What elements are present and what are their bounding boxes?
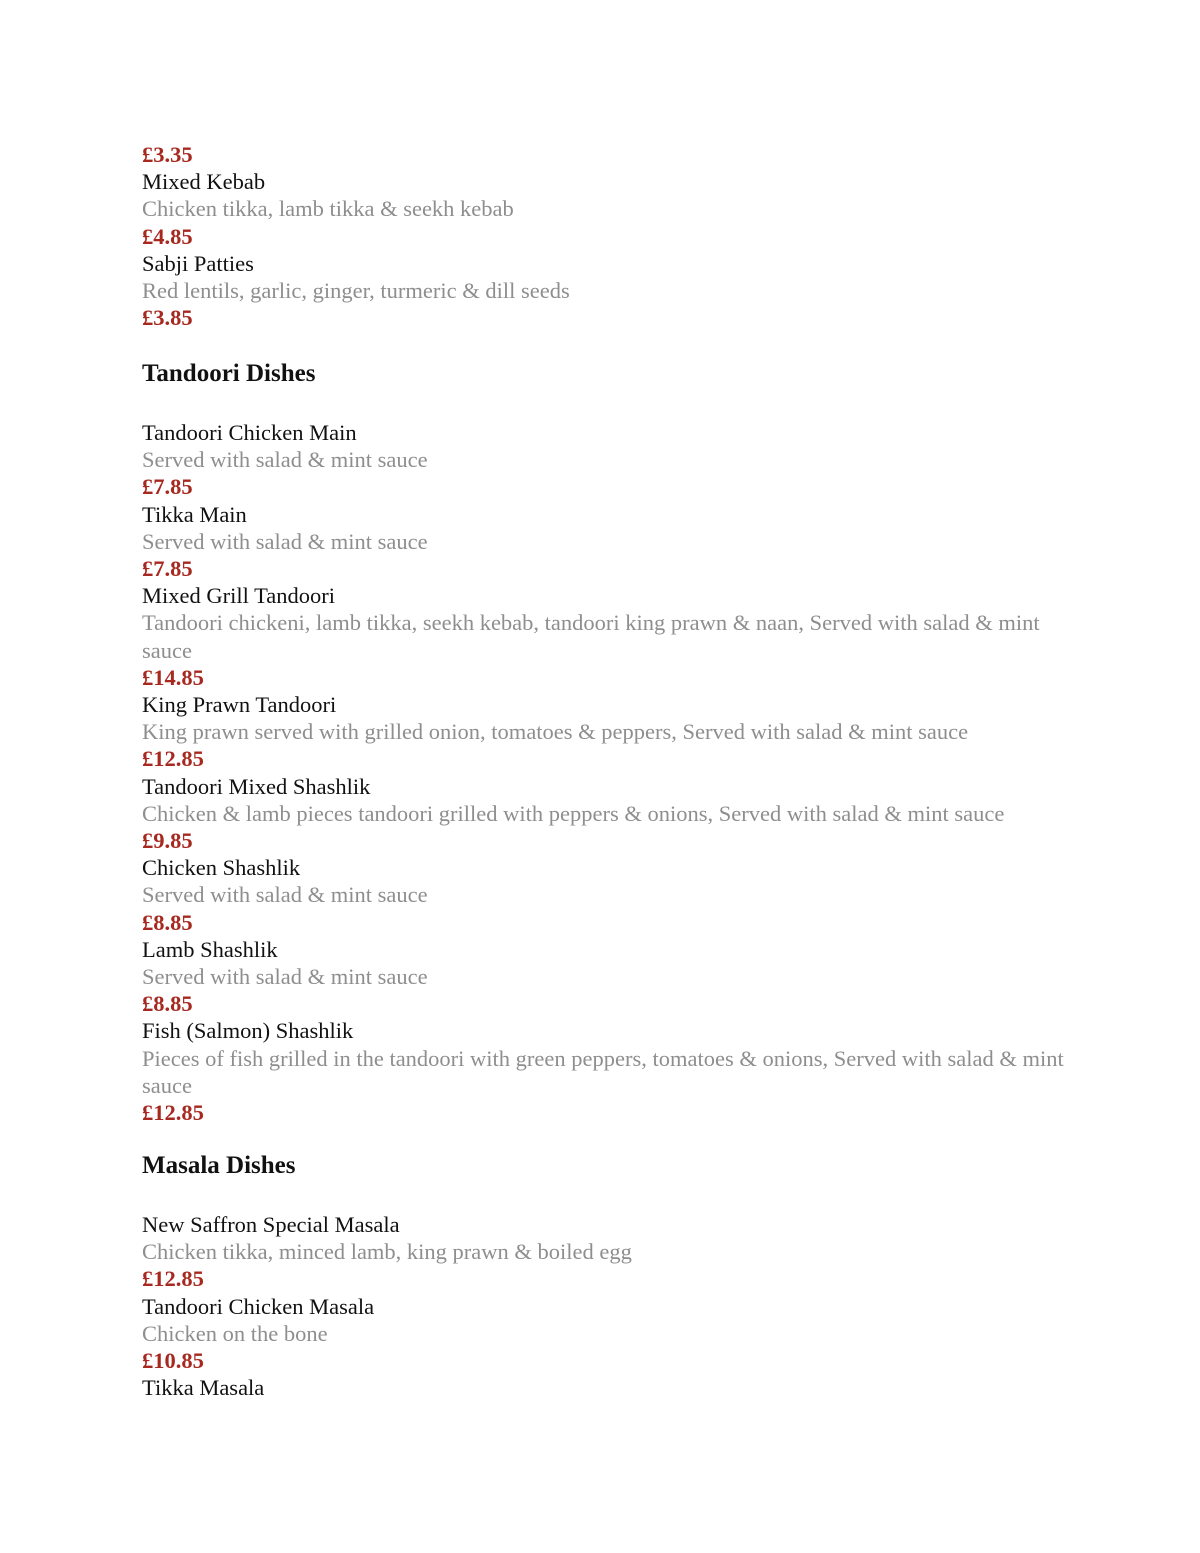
section-heading: Tandoori Dishes <box>142 360 316 387</box>
item-name: Sabji Patties <box>142 250 254 276</box>
item-description: Pieces of fish grilled in the tandoori with green peppers, tomatoes & onions, Served with salad & mint sauce <box>142 1045 1064 1098</box>
item-name: Fish (Salmon) Shashlik <box>142 1018 354 1044</box>
item-name: Tandoori Chicken Main <box>142 420 357 445</box>
item-name: King Prawn Tandoori <box>142 692 337 718</box>
item-description: Red lentils, garlic, ginger, turmeric & dill seeds <box>142 278 570 304</box>
item-description: Served with salad & mint sauce <box>142 964 428 990</box>
item-name: Mixed Grill Tandoori <box>142 583 335 609</box>
item-description: Served with salad & mint sauce <box>142 882 428 908</box>
item-name: Tandoori Mixed Shashlik <box>142 773 371 799</box>
item-price: £3.85 <box>142 305 193 331</box>
item-description: King prawn served with grilled onion, tomatoes & peppers, Served with salad & mint sauce <box>142 719 969 745</box>
item-description: Chicken on the bone <box>142 1320 328 1346</box>
item-name: Lamb Shashlik <box>142 936 278 962</box>
menu-item <box>142 582 1082 691</box>
item-description: Served with salad & mint sauce <box>142 528 428 554</box>
item-price: £7.85 <box>142 556 193 582</box>
menu-item <box>142 1374 1082 1401</box>
item-price: £7.85 <box>142 474 193 500</box>
item-name: Tikka Masala <box>142 1375 265 1401</box>
section-heading-tandoori <box>142 359 1082 389</box>
menu-item <box>142 936 1082 1018</box>
item-price: £8.85 <box>142 909 193 935</box>
item-description: Tandoori chickeni, lamb tikka, seekh kebab, tandoori king prawn & naan, Served with salad & mint sauce <box>142 610 1040 663</box>
item-name: New Saffron Special Masala <box>142 1212 400 1237</box>
item-price: £4.85 <box>142 223 193 249</box>
item-name: Mixed Kebab <box>142 169 266 195</box>
menu-section-masala <box>142 1211 1082 1401</box>
item-price: £12.85 <box>142 746 204 772</box>
menu-section-tandoori <box>142 419 1082 1126</box>
item-description: Chicken tikka, lamb tikka & seekh kebab <box>142 196 514 222</box>
item-price: £14.85 <box>142 664 204 690</box>
menu-item <box>142 1211 1082 1293</box>
menu-item <box>142 168 1082 250</box>
menu-item <box>142 501 1082 583</box>
menu-item <box>142 773 1082 855</box>
item-price: £12.85 <box>142 1100 204 1126</box>
item-description: Served with salad & mint sauce <box>142 447 428 473</box>
menu-item <box>142 1293 1082 1375</box>
item-price: £8.85 <box>142 991 193 1017</box>
section-heading: Masala Dishes <box>142 1152 296 1179</box>
menu-section-top <box>142 141 1082 331</box>
menu-item <box>142 854 1082 936</box>
item-description: Chicken & lamb pieces tandoori grilled with peppers & onions, Served with salad & mint sauce <box>142 800 1005 826</box>
item-price: £3.35 <box>142 142 193 167</box>
item-name: Tandoori Chicken Masala <box>142 1293 375 1319</box>
item-name: Tikka Main <box>142 501 247 527</box>
item-price: £9.85 <box>142 828 193 854</box>
menu-item <box>142 691 1082 773</box>
item-name: Chicken Shashlik <box>142 855 301 881</box>
section-heading-masala <box>142 1151 1082 1181</box>
item-price: £10.85 <box>142 1348 204 1374</box>
menu-item <box>142 419 1082 501</box>
item-description: Chicken tikka, minced lamb, king prawn & boiled egg <box>142 1239 632 1265</box>
menu-item <box>142 1017 1082 1126</box>
menu-item <box>142 250 1082 332</box>
item-price: £12.85 <box>142 1266 204 1292</box>
